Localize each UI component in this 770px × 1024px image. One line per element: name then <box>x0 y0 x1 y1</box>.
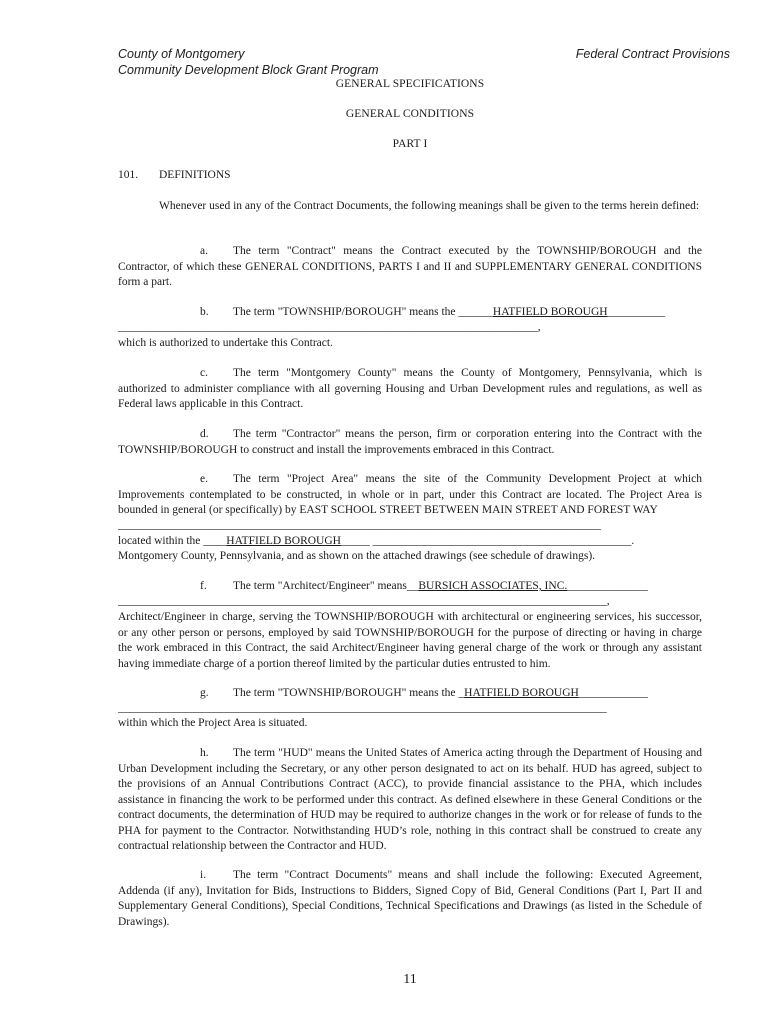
definition-f-letter: f. <box>200 580 207 592</box>
header-left <box>118 46 379 78</box>
definition-h-letter: h. <box>200 747 209 759</box>
definition-c-text: The term "Montgomery County" means the County of Montgomery, Pennsylvania, which is authorized to administer compliance with all governing Housing and Urban Development rules and regulations, as well as Federal laws applicable in this Contract. <box>118 367 702 410</box>
definition-e-located-before: located within the ____ <box>118 535 227 547</box>
county-name: County of Montgomery <box>118 47 245 61</box>
definition-c-letter: c. <box>200 367 208 379</box>
definition-e-located <box>118 534 702 550</box>
section-title: DEFINITIONS <box>159 169 231 181</box>
section-number: 101. <box>118 169 139 181</box>
definition-h-text: The term "HUD" means the United States of America acting through the Department of Housing and Urban Development including the Secretary, or any other person designated to act on its behalf. HUD has agreed, subject to the provisions of an Annual Contributions Contract (ACC), to provide financial assistance to the PHA, which includes assistance in financing the work to be performed under this contract. As defined elsewhere in these General Conditions or the contract documents, the determination of HUD may be required to authorize changes in the work or for release of funds to the PHA for payment to the Contractor. Notwithstanding HUD’s role, nothing in this contract shall be construed to create any contractual relationship between the Contractor and HUD. <box>118 747 702 852</box>
definition-b-fill: HATFIELD BOROUGH <box>492 306 608 318</box>
program-name: Community Development Block Grant Program <box>118 63 379 77</box>
intro-paragraph: Whenever used in any of the Contract Documents, the following meanings shall be given to the terms herein defined: <box>159 200 700 212</box>
definition-g-blank-line: _____________________________________________________________________________________ <box>118 702 607 714</box>
definition-b-text-after: __________ <box>607 306 666 318</box>
definition-a-letter: a. <box>200 245 208 257</box>
definition-e-last-line: Montgomery County, Pennsylvania, and as shown on the attached drawings (see schedule of drawings). <box>118 550 596 562</box>
definition-g-fill: HATFIELD BOROUGH <box>464 687 579 699</box>
definition-b-text-before: The term "TOWNSHIP/BOROUGH" means the ______ <box>233 306 493 318</box>
definition-f-text-after: ______________ <box>567 580 648 592</box>
definition-f-text-before: The term "Architect/Engineer" means__ <box>233 580 419 592</box>
definition-e <box>118 472 702 519</box>
title-part: PART I <box>392 138 428 150</box>
definition-g-text-before: The term "TOWNSHIP/BOROUGH" means the _ <box>233 687 465 699</box>
definition-c <box>118 366 702 413</box>
definition-i-text: The term "Contract Documents" means and shall include the following: Executed Agreement, Addenda (if any), Invitation for Bids, Instructions to Bidders, Signed Copy of Bid, General Conditions (Part I, Part II and Supplementary General Conditions), Special Conditions, Technical Specifications and Drawings (as listed in the Schedule of Drawings). <box>118 869 702 928</box>
definition-a <box>118 244 702 291</box>
definition-e-text: The term "Project Area" means the site of the Community Development Project at which Improvements contemplated to be constructed, in whole or in part, under this Contract are located. The Project Area is bounded in general (or specifically) by <box>118 473 702 516</box>
title-general-specifications: GENERAL SPECIFICATIONS <box>335 78 485 90</box>
definition-b <box>118 305 702 321</box>
definition-b-line3: which is authorized to undertake this Contract. <box>118 337 333 349</box>
page-number: 11 <box>403 972 417 987</box>
section-heading <box>118 168 702 184</box>
definition-d-text: The term "Contractor" means the person, firm or corporation entering into the Contract with the TOWNSHIP/BOROUGH to construct and install the improvements embraced in this Contract. <box>118 428 702 456</box>
definition-h <box>118 746 702 855</box>
definition-g-line3: within which the Project Area is situated. <box>118 717 308 729</box>
definition-i <box>118 868 702 930</box>
header-right: Federal Contract Provisions <box>575 47 730 61</box>
definition-d-letter: d. <box>200 428 209 440</box>
definition-f-blank-line: _____________________________________________________________________________________, <box>118 595 610 607</box>
title-general-conditions: GENERAL CONDITIONS <box>345 108 475 120</box>
definition-i-letter: i. <box>200 869 207 881</box>
definition-f <box>118 579 702 595</box>
definition-e-blank-line: ____________________________________________________________________________________ <box>118 519 601 531</box>
definition-e-letter: e. <box>200 473 208 485</box>
definition-g-letter: g. <box>200 687 209 699</box>
definition-e-bounded-fill: EAST SCHOOL STREET BETWEEN MAIN STREET AND FOREST WAY <box>299 504 658 516</box>
definition-e-located-after: _____ _____________________________________________. <box>340 535 635 547</box>
definition-d <box>118 427 702 458</box>
definition-b-letter: b. <box>200 306 209 318</box>
definition-a-text: The term "Contract" means the Contract executed by the TOWNSHIP/BOROUGH and the Contractor, of which these GENERAL CONDITIONS, PARTS I and II and SUPPLEMENTARY GENERAL CONDITIONS form a part. <box>118 245 702 288</box>
definition-e-located-fill: HATFIELD BOROUGH <box>226 535 341 547</box>
definition-f-fill: BURSICH ASSOCIATES, INC. <box>418 580 568 592</box>
definition-b-blank-line: _________________________________________________________________________, <box>118 321 541 333</box>
definition-g-text-after: ____________ <box>578 687 648 699</box>
definition-f-text: Architect/Engineer in charge, serving the TOWNSHIP/BOROUGH with architectural or engineering services, his successor, or any other person or persons, employed by said TOWNSHIP/BOROUGH for the purpose of directing or having in charge the work embraced in this Contract, the said Architect/Engineer having general charge of the work or through any assistant having immediate charge of a portion thereof limited by the particular duties entrusted to him. <box>118 611 702 670</box>
definition-g <box>118 686 702 702</box>
